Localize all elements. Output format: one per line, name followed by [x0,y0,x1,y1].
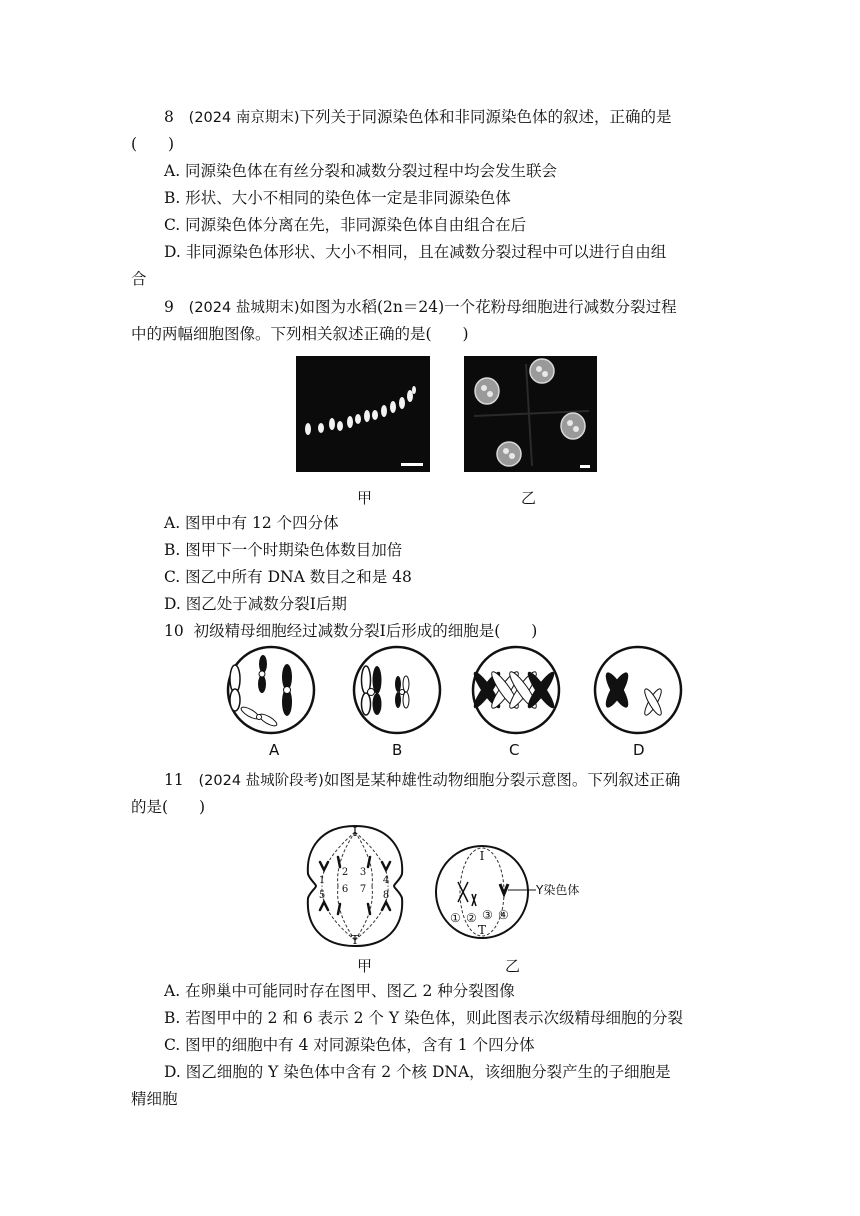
tetrad-nuclei-image [464,356,597,472]
chrom-num-8: 8 [382,890,390,901]
cell-diagram-yi [436,846,579,938]
cell-diagram-jia [308,825,402,947]
q8-option-b: B. 形状、大小不相同的染色体一定是非同源染色体 [164,189,511,207]
svg-text:T: T [350,933,360,947]
y-chromosome-label: Y染色体 [536,883,580,897]
chrom-num-3: 3 [359,867,367,878]
q8-source: (2024 南京期末) [188,110,300,126]
q11-option-b: B. 若图甲中的 2 和 6 表示 2 个 Y 染色体，则此图表示次级精母细胞的分裂 [164,1009,683,1027]
svg-text:T: T [477,923,487,937]
q8-option-d-line2: 合 [131,270,147,288]
chrom-num-6: 6 [341,884,349,895]
cell-diagram-c [470,647,559,733]
q10-stem: 初级精母细胞经过减数分裂Ⅰ后形成的细胞是( ) [193,622,538,640]
q11-stem-line2: 的是( ) [131,798,206,816]
q10-label-b: B [392,741,403,759]
q8-option-c: C. 同源染色体分离在先，非同源染色体自由组合在后 [164,216,527,234]
q8-option-d-line1: D. 非同源染色体形状、大小不相同，且在减数分裂过程中可以进行自由组 [164,243,667,261]
chrom-num-7: 7 [359,884,367,895]
q11-option-c: C. 图甲的细胞中有 4 对同源染色体，含有 1 个四分体 [164,1036,535,1054]
cell-diagram-a [228,647,314,733]
q9-option-b: B. 图甲下一个时期染色体数目加倍 [164,541,403,559]
q9-fig-caption-left: 甲 [357,489,373,507]
q9-stem-line1 [164,296,677,319]
q11-cell-diagrams [300,822,630,950]
q11-option-a: A. 在卵巢中可能同时存在图甲、图乙 2 种分裂图像 [164,982,515,1000]
micrograph-metaphase [296,356,430,472]
micrograph-tetrad [464,356,597,472]
q11-stem-line1 [164,769,680,792]
q11-source: (2024 盐城阶段考) [198,773,324,789]
cell-diagram-b [354,647,440,733]
circled-num-3: ③ [482,908,493,922]
q8-number: 8 [164,108,174,126]
circled-num-1: ① [450,911,461,925]
q9-option-c: C. 图乙中所有 DNA 数目之和是 48 [164,568,412,586]
metaphase-chromosomes-image [296,356,430,472]
q11-option-d-line2: 精细胞 [131,1090,178,1108]
q9-stem-1: 如图为水稻(2n＝24)一个花粉母细胞进行减数分裂过程 [299,298,677,316]
q8-blank: ( ) [131,135,175,153]
chrom-num-4: 4 [382,875,390,886]
q9-option-d: D. 图乙处于减数分裂Ⅰ后期 [164,595,347,613]
chrom-num-5: 5 [318,890,326,901]
cell-diagram-d [595,647,681,733]
q8-stem-line [164,106,672,129]
q11-fig-caption-right: 乙 [505,957,521,975]
q10-number: 10 [164,622,184,640]
q10-cell-diagrams [205,640,695,740]
q9-number: 9 [164,298,174,316]
q10-label-a: A [269,741,280,759]
circled-num-2: ② [466,911,477,925]
q8-option-a: A. 同源染色体在有丝分裂和减数分裂过程中均会发生联会 [164,162,558,180]
q11-stem-1: 如图是某种雄性动物细胞分裂示意图。下列叙述正确 [323,771,681,789]
q9-source: (2024 盐城期末) [188,300,300,316]
chrom-num-1: 1 [318,875,326,886]
q10-label-d: D [633,741,645,759]
q9-stem-line2: 中的两幅细胞图像。下列相关叙述正确的是( ) [131,325,469,343]
circled-num-4: ④ [498,908,509,922]
svg-text:I: I [352,825,358,839]
q11-number: 11 [164,771,184,789]
q9-option-a: A. 图甲中有 12 个四分体 [164,514,339,532]
q10-stem-line [164,620,537,642]
q11-fig-caption-left: 甲 [357,957,373,975]
q11-option-d-line1: D. 图乙细胞的 Y 染色体中含有 2 个核 DNA，该细胞分裂产生的子细胞是 [164,1063,671,1081]
q8-stem: 下列关于同源染色体和非同源染色体的叙述，正确的是 [299,108,672,126]
q10-label-c: C [509,741,520,759]
svg-text:I: I [479,849,485,863]
chrom-num-2: 2 [341,867,349,878]
q9-fig-caption-right: 乙 [521,489,537,507]
